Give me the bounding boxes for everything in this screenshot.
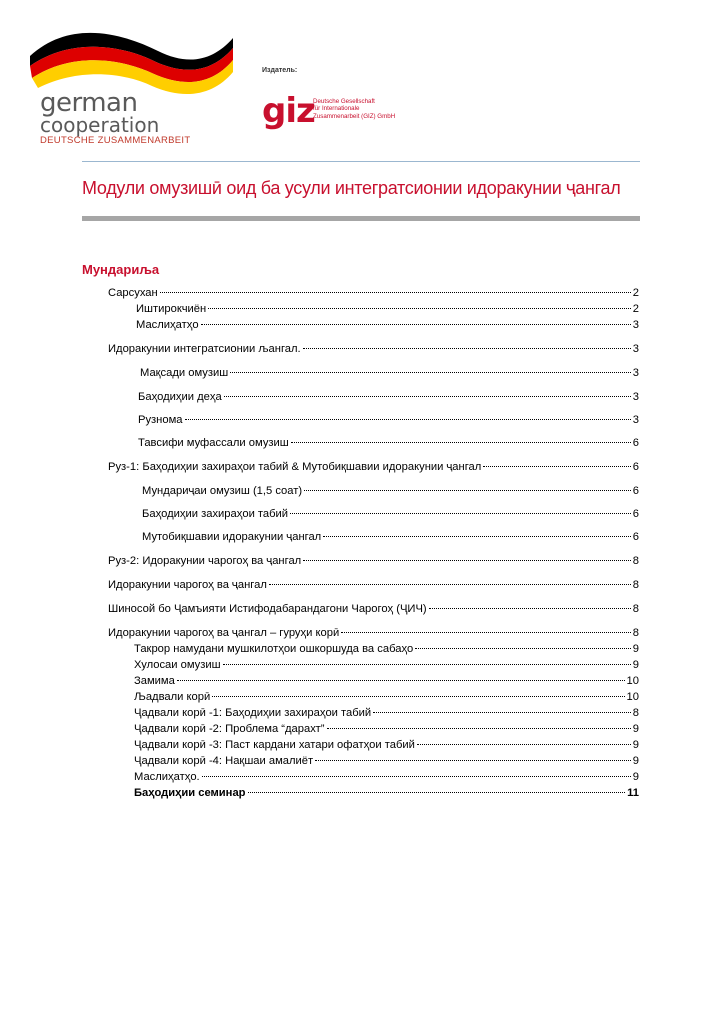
toc-entry-text: Замима [134,675,175,687]
toc-entry-page: 3 [632,319,639,331]
logo-word-cooperation: cooperation [40,113,160,137]
toc-dot-leader [417,743,631,745]
logo-word-deutsche-zusammenarbeit: DEUTSCHE ZUSAMMENARBEIT [40,135,191,146]
toc-entry-page: 8 [632,707,639,719]
toc-entry-text: Ҷадвали корӣ -2: Проблема “дарахт” [134,723,325,735]
toc-entry[interactable] [138,390,639,404]
toc-entry-page: 10 [626,675,639,687]
toc-entry[interactable] [108,460,639,474]
toc-entry[interactable] [134,658,639,672]
toc-dot-leader [483,465,630,467]
toc-entry-page: 8 [632,555,639,567]
toc-entry-text: Баҳодиҳии деҳа [138,391,222,403]
toc-entry[interactable] [134,706,639,720]
toc-entry-page: 9 [632,643,639,655]
toc-entry[interactable] [138,413,639,427]
toc-dot-leader [415,647,630,649]
toc-entry-page: 9 [632,771,639,783]
toc-entry[interactable] [108,554,639,568]
toc-entry-text: Мундариҷаи омузиш (1,5 соат) [142,485,303,497]
toc-entry-text: Рузнома [138,414,183,426]
toc-dot-leader [230,371,631,373]
toc-entry[interactable] [108,626,639,640]
toc-dot-leader [269,583,631,585]
toc-entry-text: Шиносой бо Ҷамъияти Истифодабарандагони Чарогоҳ (ҶИЧ) [108,603,427,615]
toc-entry-page: 9 [632,723,639,735]
toc-entry-page: 10 [626,691,639,703]
toc-entry[interactable] [134,690,639,704]
toc-dot-leader [202,775,631,777]
toc-entry[interactable] [142,507,639,521]
toc-entry-text: Идоракунии чарогоҳ ва ҷангал [108,579,267,591]
toc-entry[interactable] [136,318,639,332]
toc-entry-page: 3 [632,414,639,426]
toc-entry-page: 11 [627,787,639,799]
toc-entry-page: 8 [632,603,639,615]
toc-entry-text: Руз-1: Баҳодиҳии захираҳои табий & Мутобиқшавии идоракунии ҷангал [108,461,482,473]
toc-entry[interactable] [108,602,639,616]
toc-entry-page: 6 [632,531,639,543]
toc-dot-leader [291,441,631,443]
german-flag-wave-icon [28,26,238,96]
toc-dot-leader [303,347,631,349]
toc-dot-leader [224,395,631,397]
giz-name-line: Deutsche Gesellschaft [313,98,375,105]
toc-dot-leader [212,695,624,697]
toc-entry-page: 6 [632,461,639,473]
toc-entry-text: Сарсухан [108,287,158,299]
toc-entry[interactable] [134,786,639,800]
toc-entry-page: 3 [632,391,639,403]
toc-entry-page: 3 [632,367,639,379]
toc-entry-text: Ҷадвали корӣ -1: Баҳодиҳии захираҳои табий [134,707,372,719]
toc-entry-text: Маслиҳатҳо [136,319,199,331]
toc-entry[interactable] [108,578,639,592]
publisher-label: Издатель: [262,67,298,74]
toc-dot-leader [304,489,631,491]
toc-entry[interactable] [142,530,639,544]
toc-dot-leader [185,418,631,420]
toc-dot-leader [177,679,625,681]
toc-entry-text: Такрор намудани мушкилотҳои ошкоршуда ва сабаҳо [134,643,414,655]
toc-entry-text: Баҳодиҳии семинар [134,787,246,799]
toc-entry-page: 6 [632,437,639,449]
toc-dot-leader [290,512,631,514]
giz-name-line: Zusammenarbeit (GIZ) GmbH [313,112,396,120]
toc-dot-leader [327,727,631,729]
toc-entry-page: 3 [632,343,639,355]
toc-dot-leader [341,631,631,633]
toc-entry-page: 8 [632,579,639,591]
toc-entry[interactable] [134,722,639,736]
toc-entry[interactable] [138,436,639,450]
toc-entry-text: Мутобиқшавии идоракунии ҷангал [142,531,322,543]
toc-heading: Мундариља [82,262,160,277]
toc-dot-leader [323,535,631,537]
toc-entry-text: Љадвали корӣ [134,691,211,703]
toc-dot-leader [223,663,631,665]
toc-entry-page: 9 [632,755,639,767]
toc-entry[interactable] [108,342,639,356]
toc-dot-leader [248,791,626,793]
toc-entry-text: Ҷадвали корӣ -3: Паст кардани хатари офатҳои табий [134,739,415,751]
giz-logo: giz [262,91,315,131]
toc-entry-text: Маслиҳатҳо. [134,771,200,783]
toc-dot-leader [160,291,631,293]
toc-entry-text: Идоракунии чарогоҳ ва ҷангал – гуруҳи корӣ [108,627,340,639]
toc-entry[interactable] [134,642,639,656]
toc-entry-page: 8 [632,627,639,639]
toc-entry-text: Иштирокчиён [136,303,207,315]
toc-dot-leader [315,759,631,761]
toc-entry-text: Баҳодиҳии захираҳои табий [142,508,289,520]
toc-entry[interactable] [140,366,639,380]
title-divider [82,216,640,221]
toc-dot-leader [373,711,631,713]
toc-entry[interactable] [136,302,639,316]
toc-entry-page: 6 [632,485,639,497]
toc-entry-page: 9 [632,739,639,751]
toc-entry-text: Тавсифи муфассали омузиш [138,437,289,449]
toc-entry[interactable] [134,770,639,784]
toc-dot-leader [429,607,631,609]
toc-dot-leader [201,323,631,325]
toc-entry[interactable] [108,286,639,300]
toc-entry[interactable] [134,738,639,752]
toc-entry-text: Идоракунии интегратсионии љангал. [108,343,301,355]
toc-entry[interactable] [142,484,639,498]
toc-dot-leader [303,559,631,561]
toc-entry-text: Мақсади омузиш [140,367,229,379]
toc-entry-page: 9 [632,659,639,671]
german-cooperation-logo [28,26,238,146]
document-title: Модули омузишӣ оид ба усули интегратсионии идоракунии ҷангал [82,178,621,198]
toc-entry-page: 2 [632,287,639,299]
toc-entry[interactable] [134,674,639,688]
toc-entry-page: 2 [632,303,639,315]
giz-full-name [313,98,395,120]
giz-name-line: für Internationale [313,105,360,113]
header-divider [82,161,640,162]
logo-word-german: german [40,88,138,118]
toc-entry-page: 6 [632,508,639,520]
toc-entry[interactable] [134,754,639,768]
toc-entry-text: Руз-2: Идоракунии чарогоҳ ва ҷангал [108,555,302,567]
toc-entry-text: Ҷадвали корӣ -4: Нақшаи амалиёт [134,755,314,767]
toc-entry-text: Хулосаи омузиш [134,659,221,671]
toc-dot-leader [208,307,631,309]
